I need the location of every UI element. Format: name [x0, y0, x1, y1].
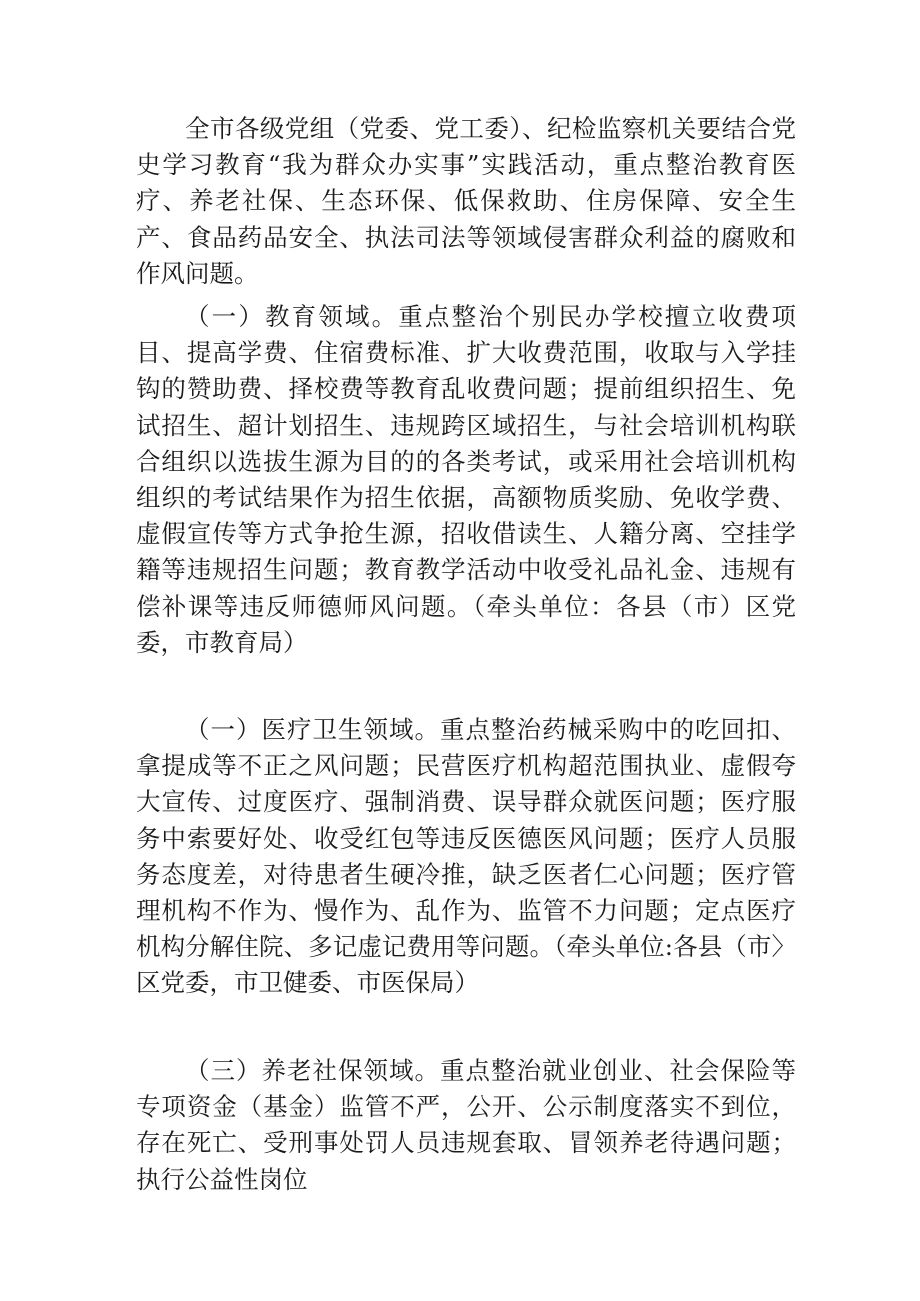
intro-paragraph: 全市各级党组（党委、党工委）、纪检监察机关要结合党史学习教育“我为群众办实事”实践活动，重点整治教育医疗、养老社保、生态环保、低保救助、住房保障、安全生产、食品药品安全、执法司法等领域侵害群众利益的腐败和作风问题。	[136, 114, 796, 288]
education-section-paragraph: （一）教育领域。重点整治个别民办学校擅立收费项目、提高学费、住宿费标准、扩大收费范围，收取与入学挂钩的赞助费、择校费等教育乱收费问题；提前组织招生、免试招生、超计划招生、违规跨区域招生，与社会培训机构联合组织以选拔生源为目的的各类考试，或采用社会培训机构组织的考试结果作为招生依据，高额物质奖励、免收学费、虚假宣传等方式争抢生源，招收借读生、人籍分离、空挂学籍等违规招生问题；教育教学活动中收受礼品礼金、违规有偿补课等违反师德师风问题。（牵头单位：各县（市）区党委，市教育局）	[136, 302, 796, 657]
medical-section-paragraph: （一）医疗卫生领域。重点整治药械采购中的吃回扣、拿提成等不正之风问题；民营医疗机构超范围执业、虚假夸大宣传、过度医疗、强制消费、误导群众就医问题；医疗服务中索要好处、收受红包等违反医德医风问题；医疗人员服务态度差，对待患者生硬冷推，缺乏医者仁心问题；医疗管理机构不作为、慢作为、乱作为、监管不力问题；定点医疗机构分解住院、多记虚记费用等问题。（牵头单位:各县（市〉区党委，市卫健委、市医保局）	[136, 715, 796, 998]
pension-section-paragraph: （三）养老社保领域。重点整治就业创业、社会保险等专项资金（基金）监管不严，公开、公示制度落实不到位，存在死亡、受刑事处罚人员违规套取、冒领养老待遇问题；执行公益性岗位	[136, 1056, 796, 1194]
